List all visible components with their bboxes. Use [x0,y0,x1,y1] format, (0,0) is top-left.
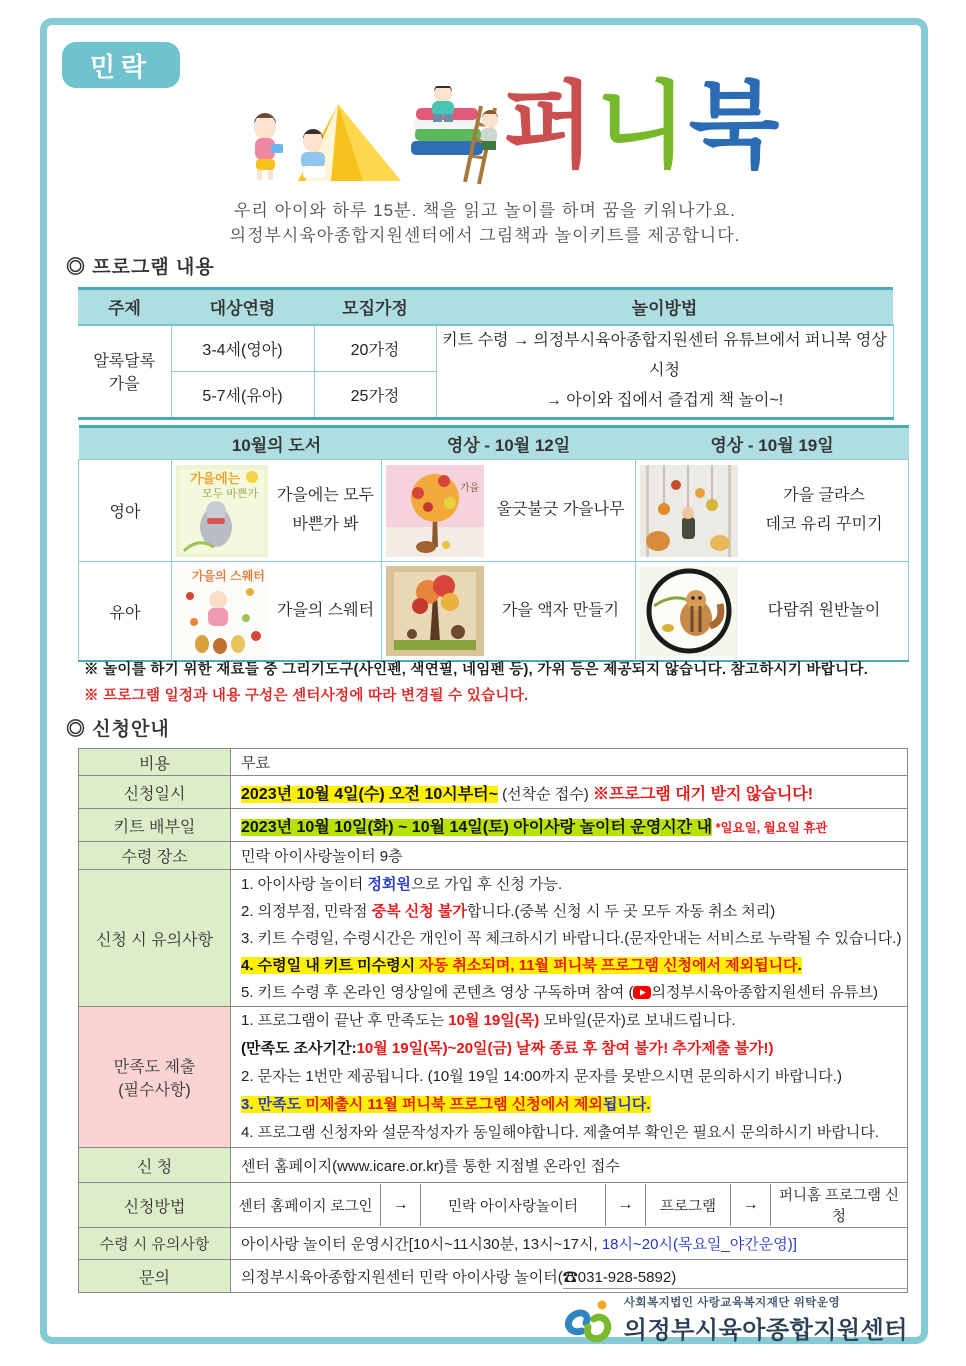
autumn-frame-craft-image [386,566,484,656]
contact-value: 의정부시육아종합지원센터 민락 아이사랑 놀이터(☎031-928-5892) [231,1260,908,1293]
youtube-icon [633,986,651,999]
footer-org-large: 의정부시육아종합지원센터 [623,1317,908,1344]
place-row [79,842,908,870]
arrow-icon: → [731,1184,771,1226]
caution-row [79,870,908,1007]
program-header-row [78,289,893,325]
cost-value: 무료 [231,749,908,776]
book-cell-baby [172,460,382,562]
apply-section-heading: ◎ 신청안내 [66,719,170,740]
col-header-method: 놀이방법 [436,289,893,325]
program-table [78,287,894,420]
satisfaction-line-3: 2. 문자는 1번만 제공됩니다. (10월 19일 14:00까지 문자를 못받으시면 문의하시기 바랍니다.) [241,1068,842,1085]
col-header-video1: 영상 - 10월 12일 [382,427,636,460]
schedule-change-note: ※ 프로그램 일정과 내용 구성은 센터사정에 따라 변경될 수 있습니다. [84,688,529,704]
caution-line-1: 1. 아이사랑 놀이터 정회원으로 가입 후 신청 가능. [241,875,563,893]
satisfaction-line-1: 1. 프로그램이 끝난 후 만족도는 10월 19일(목) 모바일(문자)로 보내드립니다. [241,1012,736,1029]
group-cell-kid: 유아 [79,562,172,662]
kit-date-closed-note: *일요일, 월요일 휴관 [712,820,828,835]
caution-line-2: 2. 의정부점, 민락점 중복 신청 불가합니다.(중복 신청 시 두 곳 모두 자동 취소 처리) [241,902,776,920]
step-funnybook-apply: 퍼니홈 프로그램 신청 [778,1188,900,1225]
theme-cell [78,325,171,419]
step-branch: 민락 아이사랑놀이터 [421,1184,606,1226]
center-logo-icon [562,1297,616,1343]
place-label: 수령 장소 [79,842,231,870]
family-cell-1: 20가정 [314,325,436,372]
method-line-1: 키트 수령 → 의정부시육아종합지원센터 유튜브에서 퍼니북 영상 시청 [442,331,887,379]
apply-date-row [79,776,908,809]
method-steps-cell [231,1183,908,1228]
book-cover-autumn-sweater-image [176,566,268,656]
title-char-2: 니 [595,73,689,178]
arrow-icon: → [606,1184,646,1226]
books-row-kid [79,562,909,662]
svg-text:가을: 가을 [460,482,480,494]
caution-value [231,870,908,1007]
video2-cell-baby [636,460,909,562]
caution-label: 신청 시 유의사항 [79,870,231,1007]
books-header-row [79,427,909,460]
video2-title-kid: 다람쥐 원반놀이 [767,601,881,619]
video2-cell-kid [636,562,909,662]
glass-deco-craft-image [640,465,738,557]
footer-divider [563,1288,908,1289]
night-hours-text: 18시~20시(목요일_야간운영)] [601,1236,797,1253]
kit-date-row [79,809,908,842]
kit-date-value [231,809,908,842]
books-table [78,425,909,662]
page-title [503,74,781,177]
video1-cell-kid [382,562,636,662]
apply-value: 센터 홈페이지(www.icare.or.kr)를 통한 지점별 온라인 접수 [231,1148,908,1183]
video1-title-kid: 가을 액자 만들기 [501,601,620,619]
receive-caution-value: 아이사랑 놀이터 운영시간[10시~11시30분, 13시~17시, 18시~20시(목요일_야간운영)] [231,1228,908,1260]
book-cover-autumn-busy-image [176,465,268,557]
step-program: 프로그램 [646,1184,731,1226]
satisfaction-label-line-1: 만족도 제출 [113,1059,196,1076]
book-title-kid: 가을의 스웨터 [276,601,375,619]
books-row-baby [79,460,909,562]
kit-date-highlight: 2023년 10월 10일(화) ~ 10월 14일(토) 아이사랑 놀이터 운영시간 내 [241,818,713,836]
col-header-age: 대상연령 [171,289,314,325]
satisfaction-label [79,1007,231,1148]
book-title-baby: 가을에는 모두 바쁜가 봐 [276,486,375,533]
video1-title-baby: 울긋불긋 가을나무 [496,501,625,519]
video1-cell-baby [382,460,636,562]
caution-line-4: 4. 수령일 내 키트 미수령시 자동 취소되며, 11월 퍼니북 프로그램 신청에서 제외됩니다. [241,956,802,974]
member-keyword: 정회원 [367,875,411,893]
kids-reading-illustration [243,86,501,194]
apply-info-table [78,748,908,1293]
col-header-theme: 주제 [78,289,171,325]
satisfaction-row [79,1007,908,1148]
footer-logo [562,1294,908,1345]
cost-label: 비용 [79,749,231,776]
svg-text:가을에는: 가을에는 [190,470,241,486]
contact-label: 문의 [79,1260,231,1293]
apply-label: 신 청 [79,1148,231,1183]
program-row-1 [78,325,893,372]
apply-date-mid: (선착순 접수) [497,785,593,803]
method-cell [436,325,893,419]
col-header-empty [79,427,172,460]
caution-line-5: 5. 키트 수령 후 온라인 영상일에 콘텐츠 영상 구독하며 참여 ( 의정부시육아종합지원센터 유튜브) [241,983,878,1001]
squirrel-disc-craft-image [640,566,738,656]
step-login: 센터 홈페이지 로그인 [231,1184,381,1226]
materials-note: ※ 놀이를 하기 위한 재료들 중 그리기도구(사인펜, 색연필, 네임펜 등), 가위 등은 제공되지 않습니다. 참고하시기 바랍니다. [84,662,869,678]
arrow-icon: → [381,1184,421,1226]
age-cell-1: 3-4세(영아) [171,325,314,372]
col-header-family: 모집가정 [314,289,436,325]
theme-line-2: 가을 [108,376,140,394]
program-section-heading: ◎ 프로그램 내용 [66,257,215,278]
caution-line-3: 3. 키트 수령일, 수령시간은 개인이 꼭 체크하시기 바랍니다.(문자안내는 서비스로 누락될 수 있습니다.) [241,929,902,947]
receive-caution-row [79,1228,908,1260]
theme-line-1: 알록달록 [93,353,156,371]
satisfaction-line-5: 4. 프로그램 신청자와 설문작성자가 동일해야합니다. 제출여부 확인은 필요시 문의하시기 바랍니다. [241,1124,879,1141]
family-cell-2: 25가정 [314,371,436,418]
subtitle-line-2: 의정부시육아종합지원센터에서 그림책과 놀이키트를 제공합니다. [229,226,741,245]
place-value: 민락 아이사랑놀이터 9층 [231,842,908,870]
col-header-video2: 영상 - 10월 19일 [636,427,909,460]
method-row [79,1183,908,1228]
cost-row [79,749,908,776]
svg-text:가을의 스웨터: 가을의 스웨터 [192,569,265,583]
title-char-3: 북 [688,73,782,178]
apply-row [79,1148,908,1183]
satisfaction-line-2: (만족도 조사기간:10월 19일(목)~20일(금) 날짜 종료 후 참여 불가! 추가제출 불가!) [241,1040,774,1057]
method-line-2: → 아이와 집에서 즐겁게 책 놀이~! [545,392,784,410]
receive-caution-label: 수령 시 유의사항 [79,1228,231,1260]
apply-date-label: 신청일시 [79,776,231,809]
satisfaction-value [231,1007,908,1148]
footer-org-small: 사회복지법인 사랑교육복지재단 위탁운영 [623,1297,841,1309]
age-cell-2: 5-7세(유아) [171,371,314,418]
kit-date-label: 키트 배부일 [79,809,231,842]
satisfaction-label-line-2: (필수사항) [118,1082,191,1099]
subtitle-line-1: 우리 아이와 하루 15분. 책을 읽고 놀이를 하며 꿈을 키워나가요. [234,201,736,220]
svg-text:모두 바쁜가: 모두 바쁜가 [202,487,259,500]
apply-date-warning: ※프로그램 대기 받지 않습니다! [592,785,814,803]
method-label: 신청방법 [79,1183,231,1228]
book-cell-kid [172,562,382,662]
method-steps [231,1184,907,1226]
apply-date-value [231,776,908,809]
group-cell-baby: 영아 [79,460,172,562]
satisfaction-line-4: 3. 만족도 미제출시 11월 퍼니북 프로그램 신청에서 제외됩니다. [241,1096,651,1113]
title-char-1: 퍼 [503,73,596,178]
autumn-tree-craft-image [386,465,484,557]
video2-title-baby: 가을 글라스 데코 유리 꾸미기 [765,486,883,533]
col-header-book: 10월의 도서 [172,427,382,460]
branch-badge: 민락 [62,42,180,88]
apply-date-highlight: 2023년 10월 4일(수) 오전 10시부터~ [241,785,498,803]
